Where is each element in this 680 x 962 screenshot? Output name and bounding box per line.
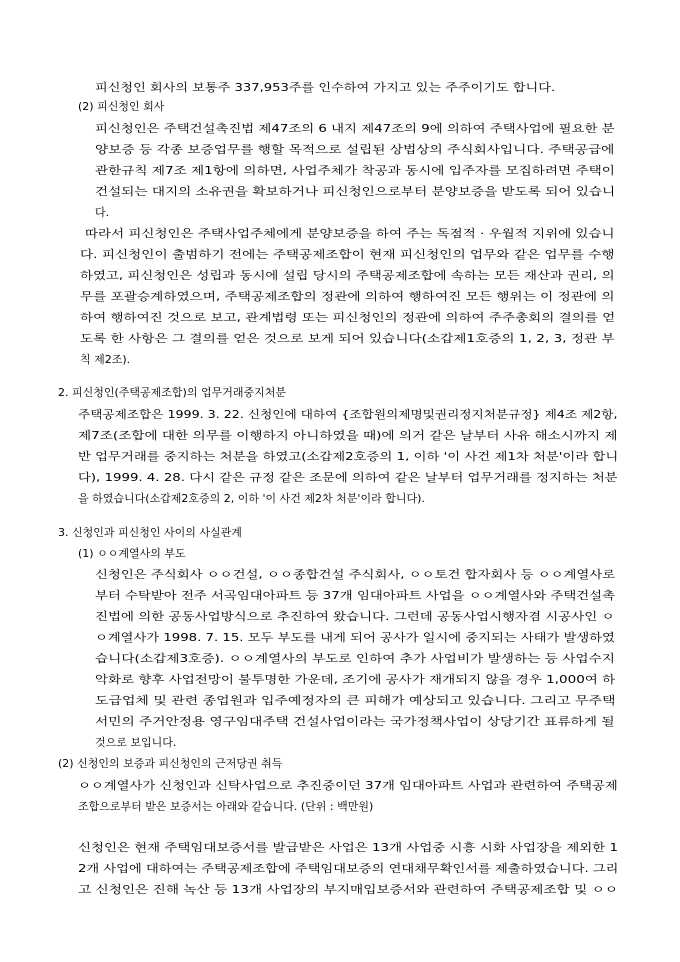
- text-line: 2개 사업에 대하여는 주택공제조합에 주택임대보증의 연대채무확인서를 제출하였습니다. 그리: [78, 862, 619, 875]
- text-line: 제7조(조합에 대한 의무를 이행하지 아니하였을 때)에 의거 같은 날부터 사유 해소시까지 제: [78, 429, 618, 442]
- text-line: 반 업무거래를 중지하는 처분을 하였고(소갑제2호증의 1, 이하 '이 사건 제1차 처분'이라 합니: [78, 450, 619, 463]
- text-line: 무를 포괄승계하였으며, 주택공제조합의 정관에 의하여 행하여진 모든 행위는 이 정관에 의: [80, 290, 615, 303]
- text-line: 피신청인은 주택건설촉진법 제47조의 6 내지 제47조의 9에 의하여 주택사업에 필요한 분: [95, 122, 615, 135]
- text-line: 칙 제2조).: [80, 353, 131, 366]
- text-line: 신청인은 현재 주택임대보증서를 발급받은 사업은 13개 사업중 시흥 시화 사업장을 제외한 1: [78, 841, 618, 854]
- text-line: 서민의 주거안정용 영구임대주택 건설사업이라는 국가정책사업이 상당기간 표류하게 될: [95, 715, 615, 728]
- text-line: 부터 수탁받아 전주 서곡임대아파트 등 37개 임대아파트 사업을 ㅇㅇ계열사와 주택건설촉: [95, 589, 615, 602]
- subsection-heading: (2) 신청인의 보증과 피신청인의 근저당권 취득: [58, 757, 283, 770]
- text-line: 도록 한 사항은 그 결의를 얻은 것으로 보게 되어 있습니다(소갑제1호증의 1, 2, 3, 정관 부: [80, 332, 615, 345]
- subsection-heading: (1) ㅇㅇ계열사의 부도: [78, 547, 186, 560]
- text-line: 악화로 향후 사업전망이 불투명한 가운데, 조기에 공사가 재개되지 않을 경우 1,000여 하: [95, 673, 616, 686]
- section-heading: 3. 신청인과 피신청인 사이의 사실관계: [58, 526, 242, 539]
- section-heading: 2. 피신청인(주택공제조합)의 업무거래중지처분: [58, 386, 286, 399]
- text-line: 하여 행하여진 것으로 보고, 관계법령 또는 피신청인의 정관에 의하여 주주총회의 결의를 얻: [80, 311, 616, 324]
- text-line: ㅇ계열사가 1998. 7. 15. 모두 부도를 내게 되어 공사가 일시에 중지되는 사태가 발생하였: [95, 631, 615, 644]
- text-line: 하였고, 피신청인은 성립과 동시에 설립 당시의 주택공제조합에 속하는 모든 재산과 권리, 의: [80, 269, 615, 282]
- text-line: 진법에 의한 공동사업방식으로 추진하여 왔습니다. 그런데 공동사업시행자겸 시공사인 ㅇ: [95, 610, 615, 623]
- text-line: 양보증 등 각종 보증업무를 행할 목적으로 설립된 상법상의 주식회사입니다. 주택공급에: [95, 143, 615, 156]
- text-line: 도급업체 및 관련 종업원과 입주예정자의 큰 피해가 예상되고 있습니다. 그리고 무주택: [95, 694, 616, 707]
- text-line: 피신청인 회사의 보통주 337,953주를 인수하여 가지고 있는 주주이기도 합니다.: [95, 81, 556, 94]
- text-line: 다. 피신청인이 출범하기 전에는 주택공제조합이 현재 피신청인의 업무와 같은 업무를 수행: [80, 248, 615, 261]
- text-line: 습니다(소갑제3호증). ㅇㅇ계열사의 부도로 인하여 추가 사업비가 발생하는 등 사업수지: [95, 652, 615, 665]
- subsection-heading: (2) 피신청인 회사: [78, 100, 165, 113]
- text-line: 을 하였습니다(소갑제2호증의 2, 이하 '이 사건 제2차 처분'이라 합니다).: [78, 492, 425, 505]
- text-line: 건설되는 대지의 소유권을 확보하거나 피신청인으로부터 분양보증을 받도록 되어 있습니: [95, 185, 616, 198]
- text-line: 다.: [95, 206, 110, 219]
- text-line: 주택공제조합은 1999. 3. 22. 신청인에 대하여 {조합원의제명및권리정지처분규정} 제4조 제2항,: [78, 408, 618, 421]
- text-line: 다), 1999. 4. 28. 다시 같은 규정 같은 조문에 의하여 같은 날부터 업무거래를 정지하는 처분: [78, 471, 618, 484]
- text-line: 관한규칙 제7조 제1항에 의하면, 사업주체가 착공과 동시에 입주자를 모집하려면 주택이: [95, 164, 615, 177]
- text-line: 신청인은 주식회사 ㅇㅇ건설, ㅇㅇ종합건설 주식회사, ㅇㅇ토건 합자회사 등 ㅇㅇ계열사로: [95, 568, 616, 581]
- text-line: 것으로 보입니다.: [95, 736, 177, 749]
- text-line: 고 신청인은 진해 녹산 등 13개 사업장의 부지매입보증서와 관련하여 주택공제조합 및 ㅇㅇ: [78, 883, 618, 896]
- text-line: ㅇㅇ계열사가 신청인과 신탁사업으로 추진중이던 37개 임대아파트 사업과 관련하여 주택공제: [78, 779, 618, 792]
- text-line: 조합으로부터 받은 보증서는 아래와 같습니다. (단위 : 백만원): [78, 800, 374, 813]
- text-line: 따라서 피신청인은 주택사업주체에게 분양보증을 하여 주는 독점적 · 우월적 지위에 있습니: [85, 227, 615, 240]
